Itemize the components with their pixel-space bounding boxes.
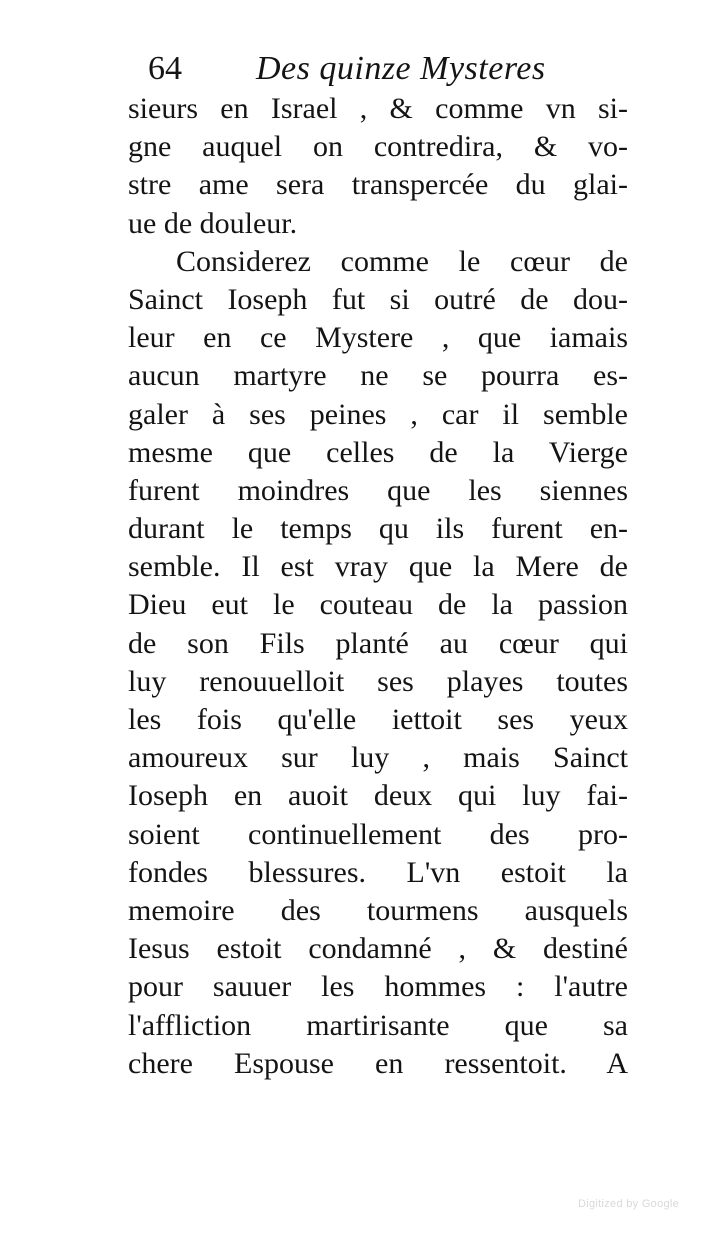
text-line: de son Fils planté au cœur qui	[128, 626, 628, 660]
text-line: chere Espouse en ressentoit. A	[128, 1046, 628, 1080]
text-line: Dieu eut le couteau de la passion	[128, 588, 628, 622]
text-line: mesme que celles de la Vierge	[128, 435, 628, 469]
text-line: luy renouuelloit ses playes toutes	[128, 664, 628, 698]
paragraph-start-line: Considerez comme le cœur de	[176, 244, 628, 278]
text-line: Iesus estoit condamné , & destiné	[128, 932, 628, 966]
text-line: memoire des tourmens ausquels	[128, 893, 628, 927]
text-line: semble. Il est vray que la Mere de	[128, 550, 628, 584]
text-line: ue de douleur.	[128, 206, 298, 240]
running-head	[148, 50, 588, 94]
text-line: pour sauuer les hommes : l'autre	[128, 970, 628, 1004]
text-line: fondes blessures. L'vn estoit la	[128, 855, 628, 889]
text-line: soient continuellement des pro-	[128, 817, 628, 851]
text-line: sieurs en Israel , & comme vn si-	[128, 92, 628, 125]
text-line: gne auquel on contredira, & vo-	[128, 130, 628, 164]
text-line: Ioseph en auoit deux qui luy fai-	[128, 779, 628, 813]
text-line: furent moindres que les siennes	[128, 473, 628, 507]
text-line: durant le temps qu ils furent en-	[128, 512, 628, 546]
body-text	[128, 90, 628, 1083]
text-line: l'affliction martirisante que sa	[128, 1008, 628, 1042]
text-line: stre ame sera transpercée du glai-	[128, 168, 628, 202]
text-line: les fois qu'elle iettoit ses yeux	[128, 703, 628, 736]
text-line: galer à ses peines , car il semble	[128, 397, 628, 431]
page-number: 64	[148, 50, 182, 87]
digitization-watermark: Digitized by Google	[578, 1198, 680, 1210]
running-title: Des quinze Mysteres	[256, 50, 546, 87]
text-line: aucun martyre ne se pourra es-	[128, 359, 628, 393]
text-line: Sainct Ioseph fut si outré de dou-	[128, 282, 628, 316]
text-line: leur en ce Mystere , que iamais	[128, 321, 628, 355]
text-line: amoureux sur luy , mais Sainct	[128, 741, 628, 775]
